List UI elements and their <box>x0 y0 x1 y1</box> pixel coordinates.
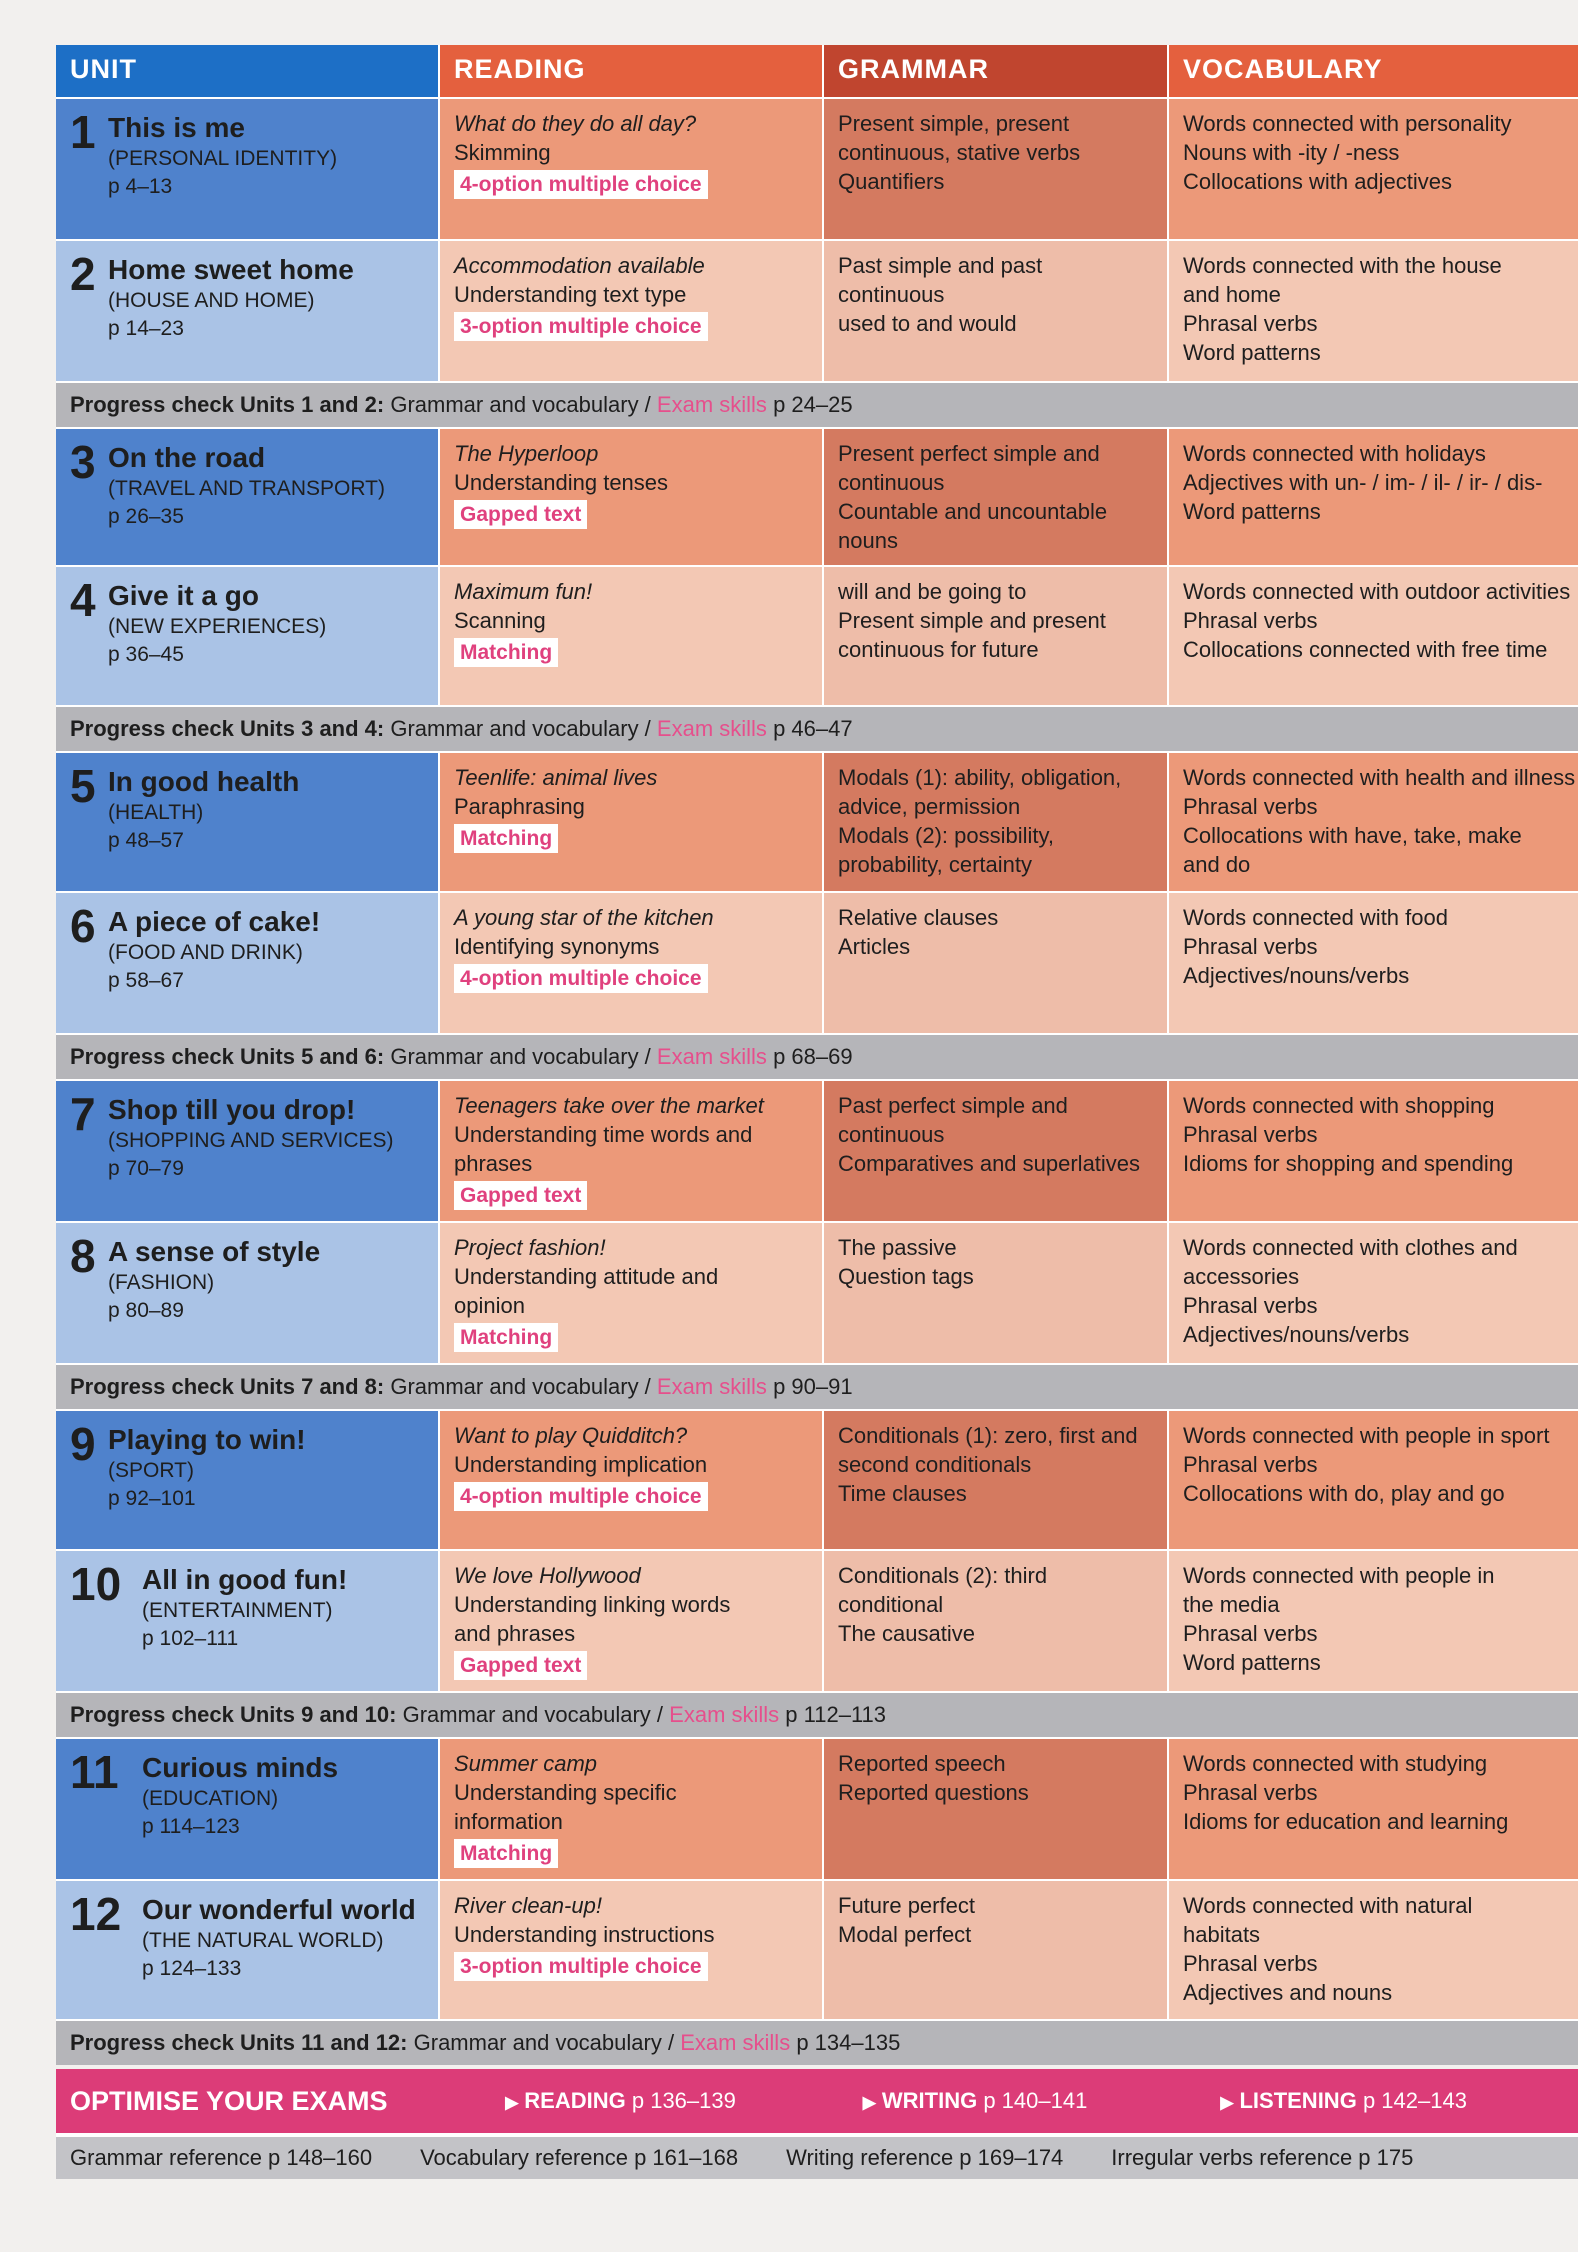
vocabulary-cell <box>1167 99 1578 239</box>
vocabulary-cell <box>1167 893 1578 1033</box>
unit-title: Give it a go <box>108 580 259 611</box>
reading-cell <box>438 567 822 705</box>
optimise-item-label: LISTENING <box>1239 2088 1357 2113</box>
grammar-cell <box>822 893 1167 1033</box>
vocabulary-line: Words connected with food <box>1183 905 1448 930</box>
grammar-line: Quantifiers <box>838 169 945 194</box>
vocabulary-cell <box>1167 429 1578 565</box>
unit-pages: p 26–35 <box>108 505 184 528</box>
reading-cell <box>438 429 822 565</box>
grammar-cell <box>822 429 1167 565</box>
exam-skills-link[interactable]: Exam skills <box>669 1702 780 1727</box>
vocabulary-line: Adjectives/nouns/verbs <box>1183 963 1410 988</box>
reading-title: Teenagers take over the market <box>454 1093 764 1118</box>
unit-pages: p 70–79 <box>108 1157 184 1180</box>
reading-skill: Understanding specific <box>454 1780 677 1805</box>
reading-title: River clean-up! <box>454 1893 602 1918</box>
vocabulary-line: Words connected with outdoor activities <box>1183 579 1571 604</box>
unit-number: 9 <box>70 1418 96 1470</box>
progress-check-bar <box>56 705 1578 751</box>
vocabulary-line: Phrasal verbs <box>1183 934 1318 959</box>
optimise-item-label: READING <box>524 2088 626 2113</box>
unit-info <box>142 1749 338 1871</box>
unit-row <box>56 97 1578 239</box>
unit-topic: (NEW EXPERIENCES) <box>108 615 327 638</box>
unit-cell <box>56 1081 438 1221</box>
grammar-cell <box>822 1739 1167 1879</box>
play-arrow-icon: ▶ <box>505 2093 519 2112</box>
unit-number: 5 <box>70 760 96 812</box>
reading-title: Project fashion! <box>454 1235 606 1260</box>
unit-pages: p 48–57 <box>108 829 184 852</box>
reading-title: The Hyperloop <box>454 441 599 466</box>
unit-title: All in good fun! <box>142 1564 348 1595</box>
grammar-line: Reported questions <box>838 1780 1029 1805</box>
vocabulary-line: Adjectives/nouns/verbs <box>1183 1322 1410 1347</box>
reading-title: What do they do all day? <box>454 111 697 136</box>
unit-rows <box>56 97 1578 2065</box>
grammar-line: continuous <box>838 1122 945 1147</box>
unit-cell <box>56 1881 438 2019</box>
grammar-line: Present simple and present <box>838 608 1106 633</box>
grammar-line: continuous <box>838 282 945 307</box>
progress-check-pages: p 134–135 <box>796 2030 901 2055</box>
progress-check-pages: p 46–47 <box>773 716 853 741</box>
reading-title: Accommodation available <box>454 253 705 278</box>
unit-info <box>108 251 354 373</box>
unit-info <box>108 109 337 231</box>
unit-title: Curious minds <box>142 1752 339 1783</box>
grammar-line: The causative <box>838 1621 975 1646</box>
vocabulary-line: Phrasal verbs <box>1183 1293 1318 1318</box>
reading-cell <box>438 1223 822 1363</box>
grammar-line: Modals (1): ability, obligation, <box>838 765 1122 790</box>
reading-skill: phrases <box>454 1151 533 1176</box>
progress-check-bar <box>56 1363 1578 1409</box>
exam-task-badge: Gapped text <box>454 1181 587 1210</box>
unit-topic: (HOUSE AND HOME) <box>108 289 315 312</box>
unit-title: On the road <box>108 442 266 473</box>
grammar-line: Question tags <box>838 1264 974 1289</box>
unit-pages: p 92–101 <box>108 1487 196 1510</box>
unit-topic: (EDUCATION) <box>142 1787 279 1810</box>
unit-topic: (FASHION) <box>108 1271 215 1294</box>
vocabulary-line: Word patterns <box>1183 1650 1321 1675</box>
header-grammar: GRAMMAR <box>822 45 1167 97</box>
grammar-line: conditional <box>838 1592 944 1617</box>
progress-check-grammar-vocab: Grammar and vocabulary / <box>390 1044 651 1069</box>
exam-task-badge: Gapped text <box>454 500 587 529</box>
exam-task-badge: Gapped text <box>454 1651 587 1680</box>
unit-title: Our wonderful world <box>142 1894 416 1925</box>
reading-title: A young star of the kitchen <box>454 905 714 930</box>
grammar-cell <box>822 567 1167 705</box>
unit-pages: p 36–45 <box>108 643 184 666</box>
progress-check-bar <box>56 1691 1578 1737</box>
vocabulary-line: Collocations with have, take, make <box>1183 823 1522 848</box>
progress-check-grammar-vocab: Grammar and vocabulary / <box>390 1374 651 1399</box>
exam-skills-link[interactable]: Exam skills <box>656 392 767 417</box>
grammar-cell <box>822 1223 1167 1363</box>
unit-number: 1 <box>70 106 96 158</box>
unit-row <box>56 1409 1578 1549</box>
grammar-line: continuous <box>838 470 945 495</box>
unit-row <box>56 891 1578 1033</box>
contents-table <box>56 45 1578 2179</box>
grammar-cell <box>822 1411 1167 1549</box>
grammar-cell <box>822 1881 1167 2019</box>
vocabulary-line: and do <box>1183 852 1251 877</box>
vocabulary-line: Phrasal verbs <box>1183 1122 1318 1147</box>
optimise-item-pages: p 136–139 <box>631 2088 736 2113</box>
progress-check-grammar-vocab: Grammar and vocabulary / <box>390 716 651 741</box>
unit-cell <box>56 99 438 239</box>
unit-pages: p 4–13 <box>108 175 173 198</box>
progress-check-bar <box>56 381 1578 427</box>
unit-info <box>108 1233 320 1355</box>
vocabulary-cell <box>1167 1411 1578 1549</box>
vocabulary-line: habitats <box>1183 1922 1261 1947</box>
grammar-line: Conditionals (1): zero, first and <box>838 1423 1138 1448</box>
unit-topic: (THE NATURAL WORLD) <box>142 1929 384 1952</box>
vocabulary-line: Collocations with do, play and go <box>1183 1481 1505 1506</box>
reading-cell <box>438 893 822 1033</box>
exam-task-badge: Matching <box>454 824 558 853</box>
unit-row <box>56 1079 1578 1221</box>
unit-pages: p 14–23 <box>108 317 184 340</box>
unit-row <box>56 565 1578 705</box>
reading-skill: Understanding tenses <box>454 470 669 495</box>
grammar-cell <box>822 1551 1167 1691</box>
exam-skills-link[interactable]: Exam skills <box>656 716 767 741</box>
vocabulary-reference: Vocabulary reference p 161–168 <box>420 2145 739 2170</box>
unit-topic: (SHOPPING AND SERVICES) <box>108 1129 394 1152</box>
unit-number: 3 <box>70 436 96 488</box>
unit-title: A piece of cake! <box>108 906 321 937</box>
exam-skills-link[interactable]: Exam skills <box>680 2030 791 2055</box>
vocabulary-line: accessories <box>1183 1264 1300 1289</box>
vocabulary-line: Words connected with personality <box>1183 111 1512 136</box>
progress-check-bar <box>56 1033 1578 1079</box>
unit-number: 11 <box>70 1746 119 1798</box>
unit-pages: p 80–89 <box>108 1299 184 1322</box>
unit-row <box>56 1549 1578 1691</box>
vocabulary-cell <box>1167 1881 1578 2019</box>
unit-title: Home sweet home <box>108 254 354 285</box>
vocabulary-line: Words connected with shopping <box>1183 1093 1495 1118</box>
exam-task-badge: 4-option multiple choice <box>454 170 708 199</box>
progress-check-label: Progress check Units 11 and 12: <box>70 2030 408 2055</box>
reading-title: Maximum fun! <box>454 579 593 604</box>
vocabulary-cell <box>1167 1223 1578 1363</box>
unit-row <box>56 751 1578 891</box>
progress-check-pages: p 24–25 <box>773 392 853 417</box>
table-header <box>56 45 1578 97</box>
grammar-line: continuous, stative verbs <box>838 140 1081 165</box>
vocabulary-line: Words connected with people in <box>1183 1563 1495 1588</box>
irregular-verbs-reference: Irregular verbs reference p 175 <box>1111 2145 1414 2170</box>
progress-check-pages: p 90–91 <box>773 1374 853 1399</box>
reading-title: Teenlife: animal lives <box>454 765 658 790</box>
optimise-listening-link[interactable] <box>1220 2088 1578 2114</box>
progress-check-label: Progress check Units 7 and 8: <box>70 1374 385 1399</box>
unit-number: 7 <box>70 1088 96 1140</box>
grammar-cell <box>822 99 1167 239</box>
progress-check-pages: p 112–113 <box>785 1702 887 1727</box>
grammar-line: Past perfect simple and <box>838 1093 1068 1118</box>
progress-check-label: Progress check Units 3 and 4: <box>70 716 385 741</box>
unit-title: Shop till you drop! <box>108 1094 356 1125</box>
vocabulary-line: Collocations connected with free time <box>1183 637 1548 662</box>
grammar-line: second conditionals <box>838 1452 1032 1477</box>
reading-cell <box>438 1551 822 1691</box>
grammar-line: Relative clauses <box>838 905 999 930</box>
grammar-line: Conditionals (2): third <box>838 1563 1048 1588</box>
vocabulary-line: Nouns with -ity / -ness <box>1183 140 1400 165</box>
header-unit: UNIT <box>56 45 438 97</box>
unit-info <box>108 577 326 697</box>
unit-number: 2 <box>70 248 96 300</box>
play-arrow-icon: ▶ <box>862 2093 876 2112</box>
grammar-line: Past simple and past <box>838 253 1043 278</box>
grammar-line: continuous for future <box>838 637 1039 662</box>
unit-number: 12 <box>70 1888 122 1940</box>
unit-cell <box>56 1223 438 1363</box>
unit-info <box>108 1421 306 1541</box>
unit-cell <box>56 241 438 381</box>
reading-skill: Understanding time words and <box>454 1122 753 1147</box>
unit-topic: (PERSONAL IDENTITY) <box>108 147 338 170</box>
unit-number: 4 <box>70 574 96 626</box>
vocabulary-line: Words connected with health and illness <box>1183 765 1576 790</box>
vocabulary-cell <box>1167 753 1578 891</box>
unit-number: 10 <box>70 1558 122 1610</box>
reading-cell <box>438 241 822 381</box>
progress-check-grammar-vocab: Grammar and vocabulary / <box>402 1702 664 1727</box>
reading-skill: and phrases <box>454 1621 576 1646</box>
reading-skill: Skimming <box>454 140 551 165</box>
vocabulary-line: Phrasal verbs <box>1183 311 1318 336</box>
unit-cell <box>56 753 438 891</box>
unit-row <box>56 239 1578 381</box>
header-reading: READING <box>438 45 822 97</box>
references-bar <box>56 2133 1578 2179</box>
unit-pages: p 114–123 <box>142 1815 240 1838</box>
unit-cell <box>56 1551 438 1691</box>
grammar-line: probability, certainty <box>838 852 1033 877</box>
vocabulary-line: Words connected with the house <box>1183 253 1502 278</box>
optimise-reading-link[interactable] <box>505 2088 863 2114</box>
grammar-cell <box>822 241 1167 381</box>
optimise-writing-link[interactable] <box>863 2088 1221 2114</box>
unit-info <box>108 439 385 557</box>
vocabulary-line: the media <box>1183 1592 1280 1617</box>
grammar-line: Future perfect <box>838 1893 975 1918</box>
reading-title: Want to play Quidditch? <box>454 1423 688 1448</box>
grammar-line: used to and would <box>838 311 1017 336</box>
progress-check-pages: p 68–69 <box>773 1044 853 1069</box>
reading-cell <box>438 1739 822 1879</box>
unit-row <box>56 1879 1578 2019</box>
unit-cell <box>56 893 438 1033</box>
unit-title: A sense of style <box>108 1236 321 1267</box>
unit-title: Playing to win! <box>108 1424 306 1455</box>
vocabulary-cell <box>1167 241 1578 381</box>
progress-check-grammar-vocab: Grammar and vocabulary / <box>413 2030 675 2055</box>
vocabulary-line: Phrasal verbs <box>1183 1951 1318 1976</box>
progress-check-bar <box>56 2019 1578 2065</box>
grammar-line: nouns <box>838 528 898 553</box>
optimise-exams-bar <box>56 2069 1578 2133</box>
vocabulary-cell <box>1167 1739 1578 1879</box>
optimise-title: OPTIMISE YOUR EXAMS <box>70 2085 388 2116</box>
vocabulary-cell <box>1167 1551 1578 1691</box>
unit-pages: p 102–111 <box>142 1627 239 1650</box>
unit-pages: p 124–133 <box>142 1957 242 1980</box>
grammar-line: Reported speech <box>838 1751 1006 1776</box>
vocabulary-line: Phrasal verbs <box>1183 1621 1318 1646</box>
grammar-cell <box>822 1081 1167 1221</box>
unit-info <box>108 763 299 883</box>
reading-title: Summer camp <box>454 1751 598 1776</box>
grammar-cell <box>822 753 1167 891</box>
grammar-line: Present perfect simple and <box>838 441 1100 466</box>
reading-cell <box>438 753 822 891</box>
vocabulary-line: Words connected with natural <box>1183 1893 1473 1918</box>
unit-cell <box>56 1411 438 1549</box>
exam-task-badge: 4-option multiple choice <box>454 1482 708 1511</box>
unit-topic: (SPORT) <box>108 1459 194 1482</box>
vocabulary-line: Words connected with holidays <box>1183 441 1486 466</box>
unit-cell <box>56 429 438 565</box>
unit-info <box>142 1891 416 2011</box>
exam-skills-link[interactable]: Exam skills <box>656 1044 767 1069</box>
grammar-line: Modals (2): possibility, <box>838 823 1054 848</box>
reading-skill: information <box>454 1809 563 1834</box>
exam-skills-link[interactable]: Exam skills <box>656 1374 767 1399</box>
vocabulary-line: Collocations with adjectives <box>1183 169 1453 194</box>
unit-info <box>142 1561 347 1683</box>
vocabulary-line: Phrasal verbs <box>1183 1452 1318 1477</box>
vocabulary-line: Idioms for shopping and spending <box>1183 1151 1514 1176</box>
unit-topic: (TRAVEL AND TRANSPORT) <box>108 477 385 500</box>
unit-row <box>56 427 1578 565</box>
unit-info <box>108 1091 394 1213</box>
exam-task-badge: Matching <box>454 1839 558 1868</box>
reading-skill: Understanding text type <box>454 282 687 307</box>
reading-skill: Understanding instructions <box>454 1922 715 1947</box>
reading-cell <box>438 99 822 239</box>
vocabulary-line: Words connected with studying <box>1183 1751 1488 1776</box>
unit-topic: (FOOD AND DRINK) <box>108 941 303 964</box>
unit-info <box>108 903 320 1025</box>
header-vocabulary: VOCABULARY <box>1167 45 1578 97</box>
reading-skill: Understanding attitude and <box>454 1264 719 1289</box>
unit-pages: p 58–67 <box>108 969 184 992</box>
vocabulary-line: Adjectives with un- / im- / il- / ir- / dis- <box>1183 470 1543 495</box>
reading-skill: Understanding linking words <box>454 1592 731 1617</box>
vocabulary-cell <box>1167 1081 1578 1221</box>
unit-title: In good health <box>108 766 300 797</box>
unit-cell <box>56 1739 438 1879</box>
unit-number: 8 <box>70 1230 96 1282</box>
grammar-line: Comparatives and superlatives <box>838 1151 1141 1176</box>
grammar-line: Time clauses <box>838 1481 967 1506</box>
reading-cell <box>438 1081 822 1221</box>
vocabulary-line: Word patterns <box>1183 499 1321 524</box>
reading-skill: Identifying synonyms <box>454 934 660 959</box>
grammar-line: Countable and uncountable <box>838 499 1108 524</box>
grammar-reference: Grammar reference p 148–160 <box>70 2145 373 2170</box>
vocabulary-line: Phrasal verbs <box>1183 1780 1318 1805</box>
grammar-line: Present simple, present <box>838 111 1070 136</box>
reading-skill: Scanning <box>454 608 546 633</box>
exam-task-badge: 3-option multiple choice <box>454 1952 708 1981</box>
unit-row <box>56 1221 1578 1363</box>
vocabulary-cell <box>1167 567 1578 705</box>
vocabulary-line: Phrasal verbs <box>1183 608 1318 633</box>
progress-check-grammar-vocab: Grammar and vocabulary / <box>390 392 651 417</box>
vocabulary-line: Idioms for education and learning <box>1183 1809 1509 1834</box>
unit-title: This is me <box>108 112 245 143</box>
reading-cell <box>438 1411 822 1549</box>
reading-cell <box>438 1881 822 2019</box>
vocabulary-line: Words connected with people in sport <box>1183 1423 1550 1448</box>
optimise-item-pages: p 140–141 <box>983 2088 1088 2113</box>
reading-skill: Paraphrasing <box>454 794 585 819</box>
unit-number: 6 <box>70 900 96 952</box>
grammar-line: Articles <box>838 934 911 959</box>
progress-check-label: Progress check Units 5 and 6: <box>70 1044 385 1069</box>
play-arrow-icon: ▶ <box>1220 2093 1234 2112</box>
optimise-item-pages: p 142–143 <box>1362 2088 1467 2113</box>
optimise-item-label: WRITING <box>881 2088 978 2113</box>
exam-task-badge: Matching <box>454 1323 558 1352</box>
vocabulary-line: Phrasal verbs <box>1183 794 1318 819</box>
vocabulary-line: Words connected with clothes and <box>1183 1235 1518 1260</box>
unit-topic: (HEALTH) <box>108 801 204 824</box>
writing-reference: Writing reference p 169–174 <box>786 2145 1064 2170</box>
reading-title: We love Hollywood <box>454 1563 641 1588</box>
vocabulary-line: and home <box>1183 282 1281 307</box>
vocabulary-line: Adjectives and nouns <box>1183 1980 1393 2005</box>
exam-task-badge: 4-option multiple choice <box>454 964 708 993</box>
unit-cell <box>56 567 438 705</box>
exam-task-badge: Matching <box>454 638 558 667</box>
grammar-line: The passive <box>838 1235 957 1260</box>
unit-row <box>56 1737 1578 1879</box>
reading-skill: opinion <box>454 1293 525 1318</box>
exam-task-badge: 3-option multiple choice <box>454 312 708 341</box>
grammar-line: will and be going to <box>838 579 1027 604</box>
reading-skill: Understanding implication <box>454 1452 708 1477</box>
progress-check-label: Progress check Units 9 and 10: <box>70 1702 397 1727</box>
grammar-line: Modal perfect <box>838 1922 972 1947</box>
vocabulary-line: Word patterns <box>1183 340 1321 365</box>
progress-check-label: Progress check Units 1 and 2: <box>70 392 385 417</box>
grammar-line: advice, permission <box>838 794 1021 819</box>
unit-topic: (ENTERTAINMENT) <box>142 1599 333 1622</box>
